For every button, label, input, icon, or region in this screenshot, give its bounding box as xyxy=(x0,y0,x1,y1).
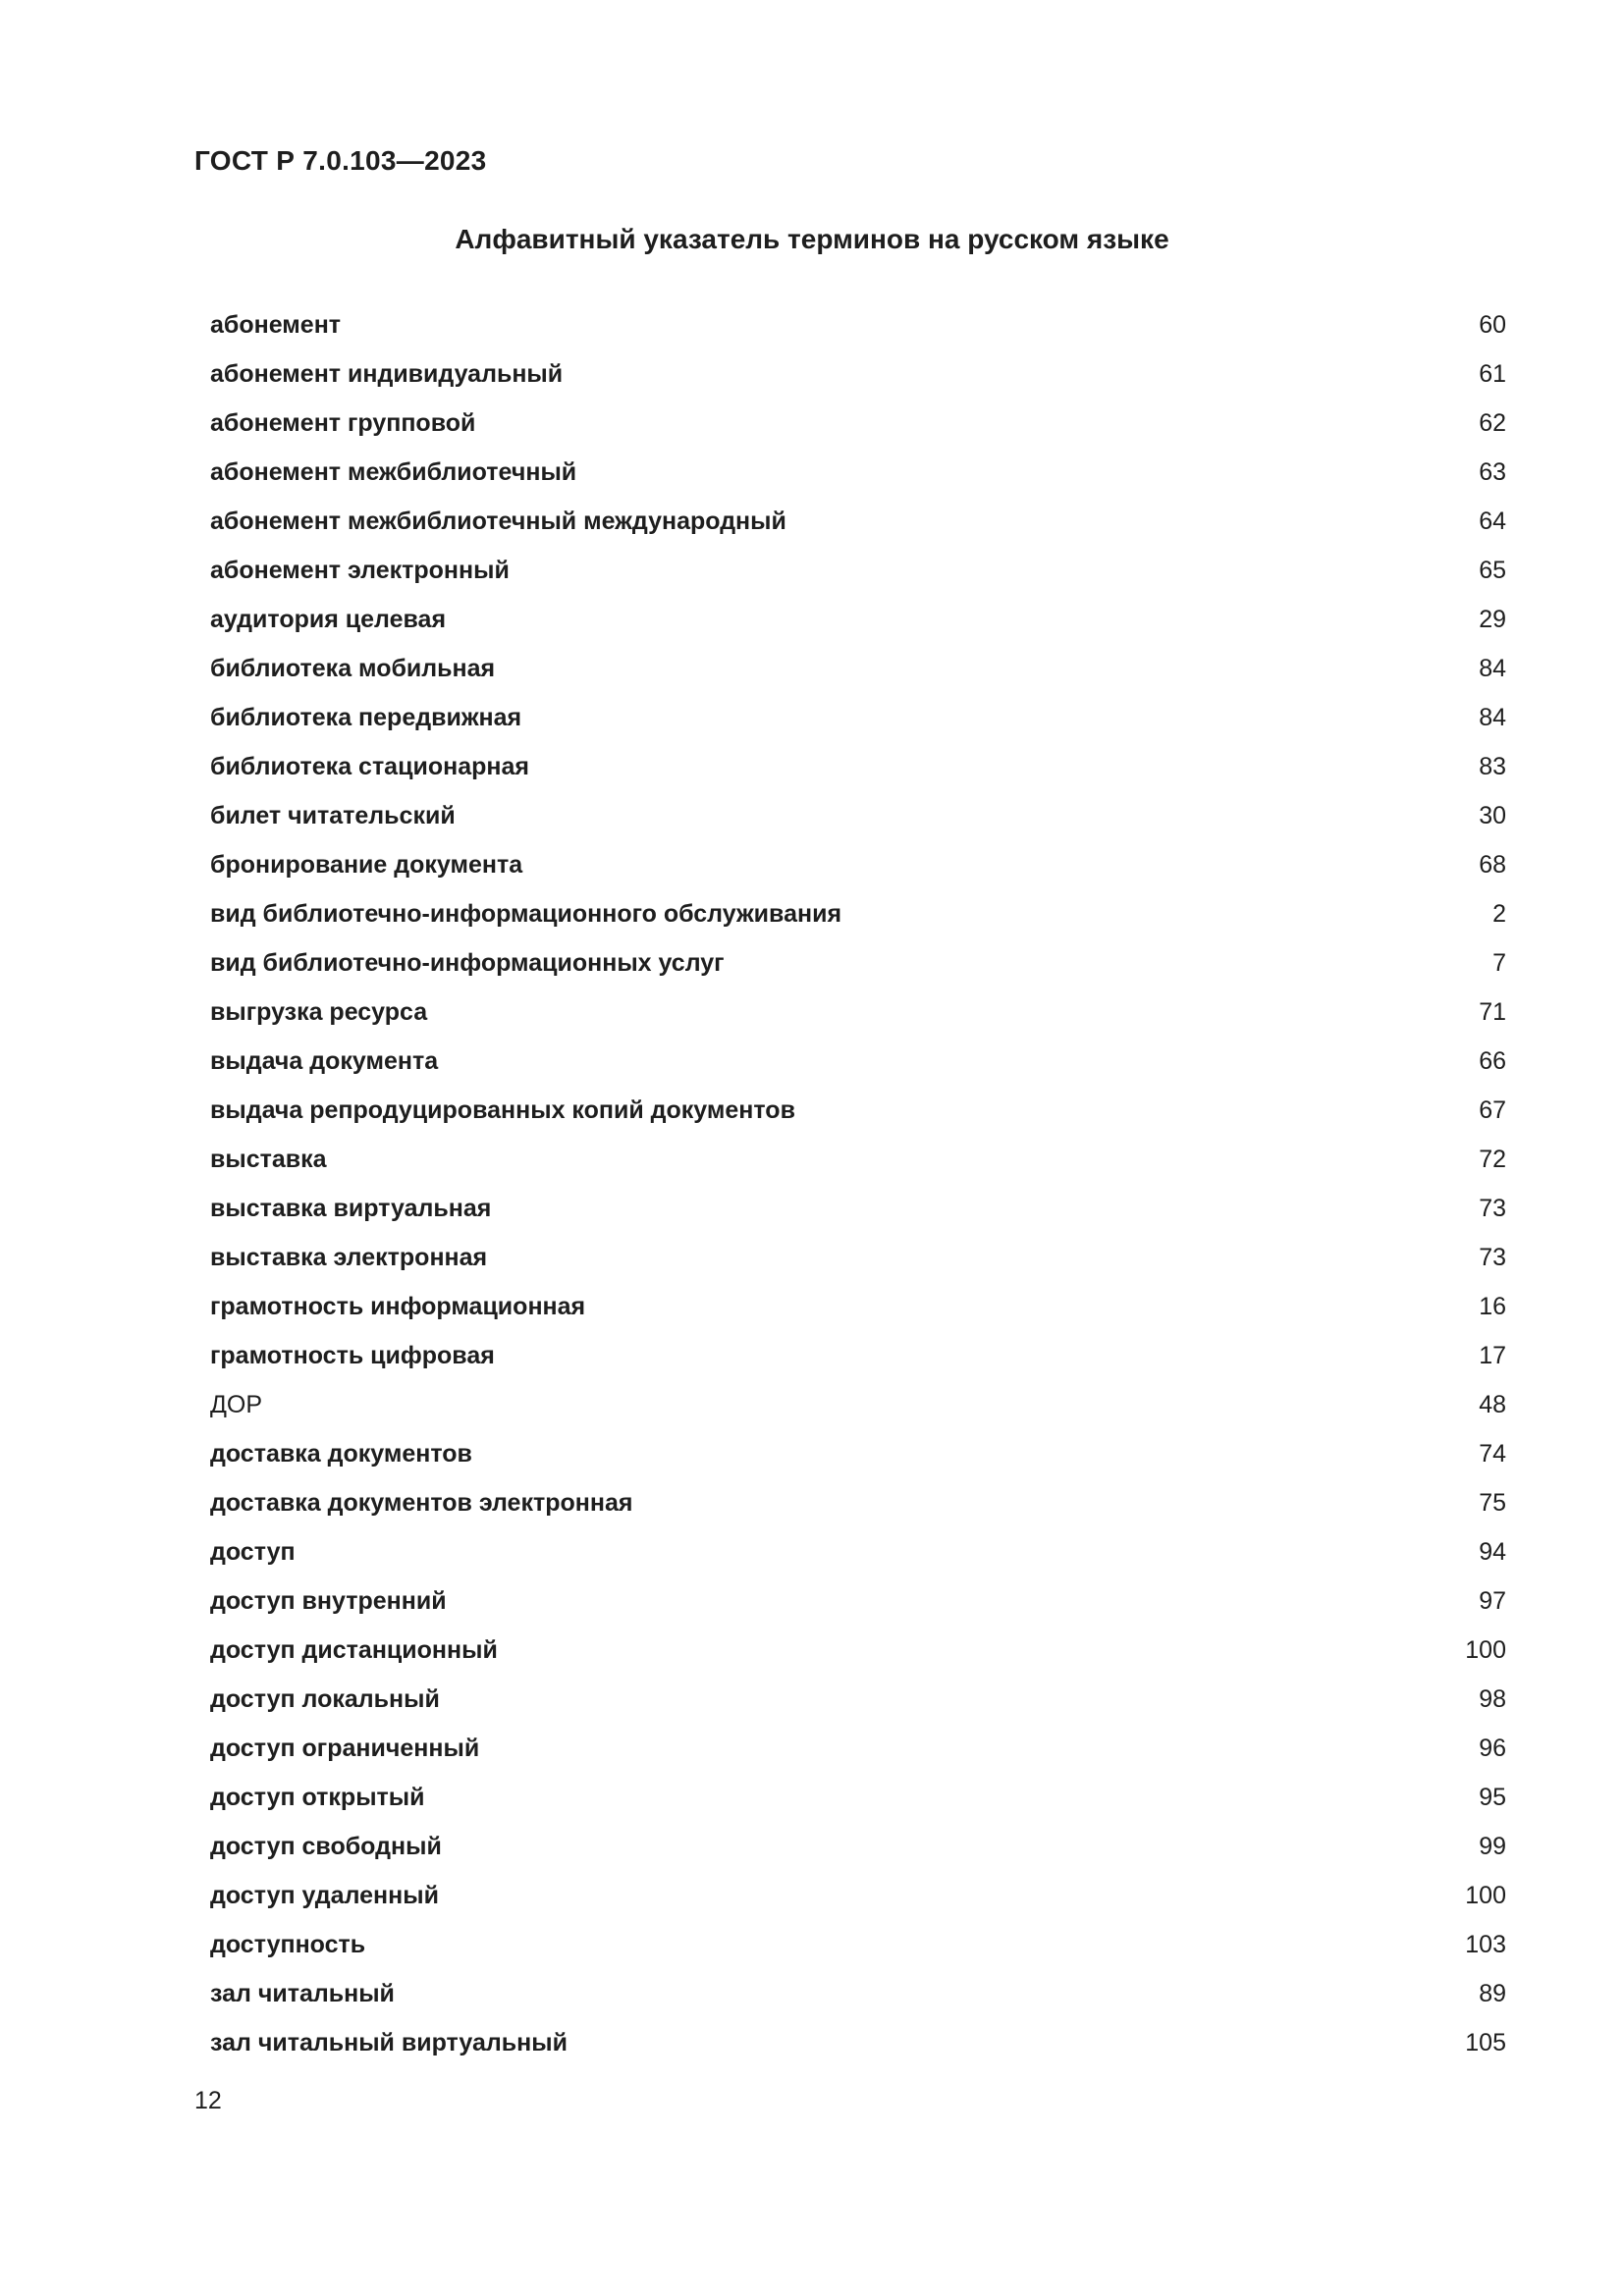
page-number: 12 xyxy=(194,2087,222,2114)
index-term: доступ локальный xyxy=(210,1684,440,1713)
index-reference-number: 7 xyxy=(1492,948,1506,977)
index-entry xyxy=(210,1527,1506,1576)
index-reference-number: 105 xyxy=(1465,2028,1506,2056)
index-entry xyxy=(210,349,1506,399)
index-reference-number: 71 xyxy=(1479,997,1506,1026)
index-term: абонемент индивидуальный xyxy=(210,359,564,388)
index-entry xyxy=(210,1626,1506,1675)
index-entry xyxy=(210,1233,1506,1282)
index-reference-number: 29 xyxy=(1479,605,1506,633)
index-term: абонемент межбиблиотечный международный xyxy=(210,507,786,535)
index-entry xyxy=(210,1724,1506,1773)
document-code: ГОСТ Р 7.0.103—2023 xyxy=(194,145,487,176)
index-reference-number: 83 xyxy=(1479,752,1506,780)
index-term: доступ свободный xyxy=(210,1832,442,1860)
index-reference-number: 67 xyxy=(1479,1095,1506,1124)
index-reference-number: 30 xyxy=(1479,801,1506,829)
index-entry xyxy=(210,1184,1506,1233)
index-term: грамотность цифровая xyxy=(210,1341,495,1369)
index-term: билет читательский xyxy=(210,801,456,829)
index-term: вид библиотечно-информационных услуг xyxy=(210,948,725,977)
index-term: выдача документа xyxy=(210,1046,439,1075)
index-term: доступность xyxy=(210,1930,366,1958)
index-term: абонемент межбиблиотечный xyxy=(210,457,577,486)
index-reference-number: 84 xyxy=(1479,703,1506,731)
index-entry xyxy=(210,1969,1506,2018)
index-reference-number: 73 xyxy=(1479,1194,1506,1222)
index-term: аудитория целевая xyxy=(210,605,447,633)
index-entry xyxy=(210,1920,1506,1969)
index-entry xyxy=(210,595,1506,644)
index-reference-number: 64 xyxy=(1479,507,1506,535)
index-reference-number: 2 xyxy=(1492,899,1506,928)
index-term: зал читальный xyxy=(210,1979,395,2007)
index-reference-number: 48 xyxy=(1479,1390,1506,1418)
index-reference-number: 68 xyxy=(1479,850,1506,879)
index-term: выгрузка ресурса xyxy=(210,997,428,1026)
index-entry xyxy=(210,1871,1506,1920)
index-entry xyxy=(210,693,1506,742)
index-reference-number: 74 xyxy=(1479,1439,1506,1468)
index-term: доступ удаленный xyxy=(210,1881,439,1909)
index-reference-number: 84 xyxy=(1479,654,1506,682)
index-term: доступ внутренний xyxy=(210,1586,447,1615)
index-term: абонемент xyxy=(210,310,342,339)
index-reference-number: 16 xyxy=(1479,1292,1506,1320)
index-term: абонемент электронный xyxy=(210,556,510,584)
index-entry xyxy=(210,1380,1506,1429)
index-reference-number: 61 xyxy=(1479,359,1506,388)
index-entry xyxy=(210,1429,1506,1478)
index-entry xyxy=(210,1773,1506,1822)
index-title: Алфавитный указатель терминов на русском языке xyxy=(455,224,1169,254)
term-index-list xyxy=(210,300,1506,2067)
index-term: ДОР xyxy=(210,1390,263,1418)
index-reference-number: 96 xyxy=(1479,1734,1506,1762)
index-term: выставка электронная xyxy=(210,1243,488,1271)
index-term: библиотека передвижная xyxy=(210,703,522,731)
index-entry xyxy=(210,1282,1506,1331)
index-term: вид библиотечно-информационного обслуживания xyxy=(210,899,842,928)
index-reference-number: 75 xyxy=(1479,1488,1506,1517)
index-reference-number: 97 xyxy=(1479,1586,1506,1615)
index-entry xyxy=(210,2018,1506,2067)
index-term: доставка документов xyxy=(210,1439,472,1468)
index-term: грамотность информационная xyxy=(210,1292,586,1320)
index-reference-number: 103 xyxy=(1465,1930,1506,1958)
index-reference-number: 95 xyxy=(1479,1783,1506,1811)
index-entry xyxy=(210,988,1506,1037)
index-term: доступ открытый xyxy=(210,1783,425,1811)
index-reference-number: 66 xyxy=(1479,1046,1506,1075)
index-term: зал читальный виртуальный xyxy=(210,2028,568,2056)
index-term: доставка документов электронная xyxy=(210,1488,633,1517)
index-term: выставка xyxy=(210,1145,327,1173)
index-entry xyxy=(210,742,1506,791)
index-reference-number: 73 xyxy=(1479,1243,1506,1271)
index-term: выставка виртуальная xyxy=(210,1194,492,1222)
index-entry xyxy=(210,1478,1506,1527)
index-entry xyxy=(210,399,1506,448)
index-term: бронирование документа xyxy=(210,850,523,879)
index-entry xyxy=(210,448,1506,497)
index-entry xyxy=(210,1822,1506,1871)
index-term: доступ xyxy=(210,1537,296,1566)
index-entry xyxy=(210,546,1506,595)
index-entry xyxy=(210,1037,1506,1086)
index-entry xyxy=(210,889,1506,938)
index-reference-number: 100 xyxy=(1465,1635,1506,1664)
index-reference-number: 100 xyxy=(1465,1881,1506,1909)
index-term: библиотека мобильная xyxy=(210,654,496,682)
index-entry xyxy=(210,300,1506,349)
index-entry xyxy=(210,1675,1506,1724)
index-term: абонемент групповой xyxy=(210,408,476,437)
index-reference-number: 89 xyxy=(1479,1979,1506,2007)
index-reference-number: 60 xyxy=(1479,310,1506,339)
index-entry xyxy=(210,1331,1506,1380)
index-entry xyxy=(210,644,1506,693)
index-term: доступ ограниченный xyxy=(210,1734,480,1762)
index-entry xyxy=(210,840,1506,889)
index-entry xyxy=(210,938,1506,988)
index-reference-number: 99 xyxy=(1479,1832,1506,1860)
index-entry xyxy=(210,1086,1506,1135)
index-entry xyxy=(210,497,1506,546)
index-term: выдача репродуцированных копий документов xyxy=(210,1095,795,1124)
index-reference-number: 72 xyxy=(1479,1145,1506,1173)
index-entry xyxy=(210,1135,1506,1184)
index-reference-number: 94 xyxy=(1479,1537,1506,1566)
index-entry xyxy=(210,1576,1506,1626)
index-reference-number: 65 xyxy=(1479,556,1506,584)
index-term: библиотека стационарная xyxy=(210,752,529,780)
index-reference-number: 62 xyxy=(1479,408,1506,437)
index-term: доступ дистанционный xyxy=(210,1635,498,1664)
index-entry xyxy=(210,791,1506,840)
index-reference-number: 63 xyxy=(1479,457,1506,486)
index-reference-number: 98 xyxy=(1479,1684,1506,1713)
index-reference-number: 17 xyxy=(1479,1341,1506,1369)
